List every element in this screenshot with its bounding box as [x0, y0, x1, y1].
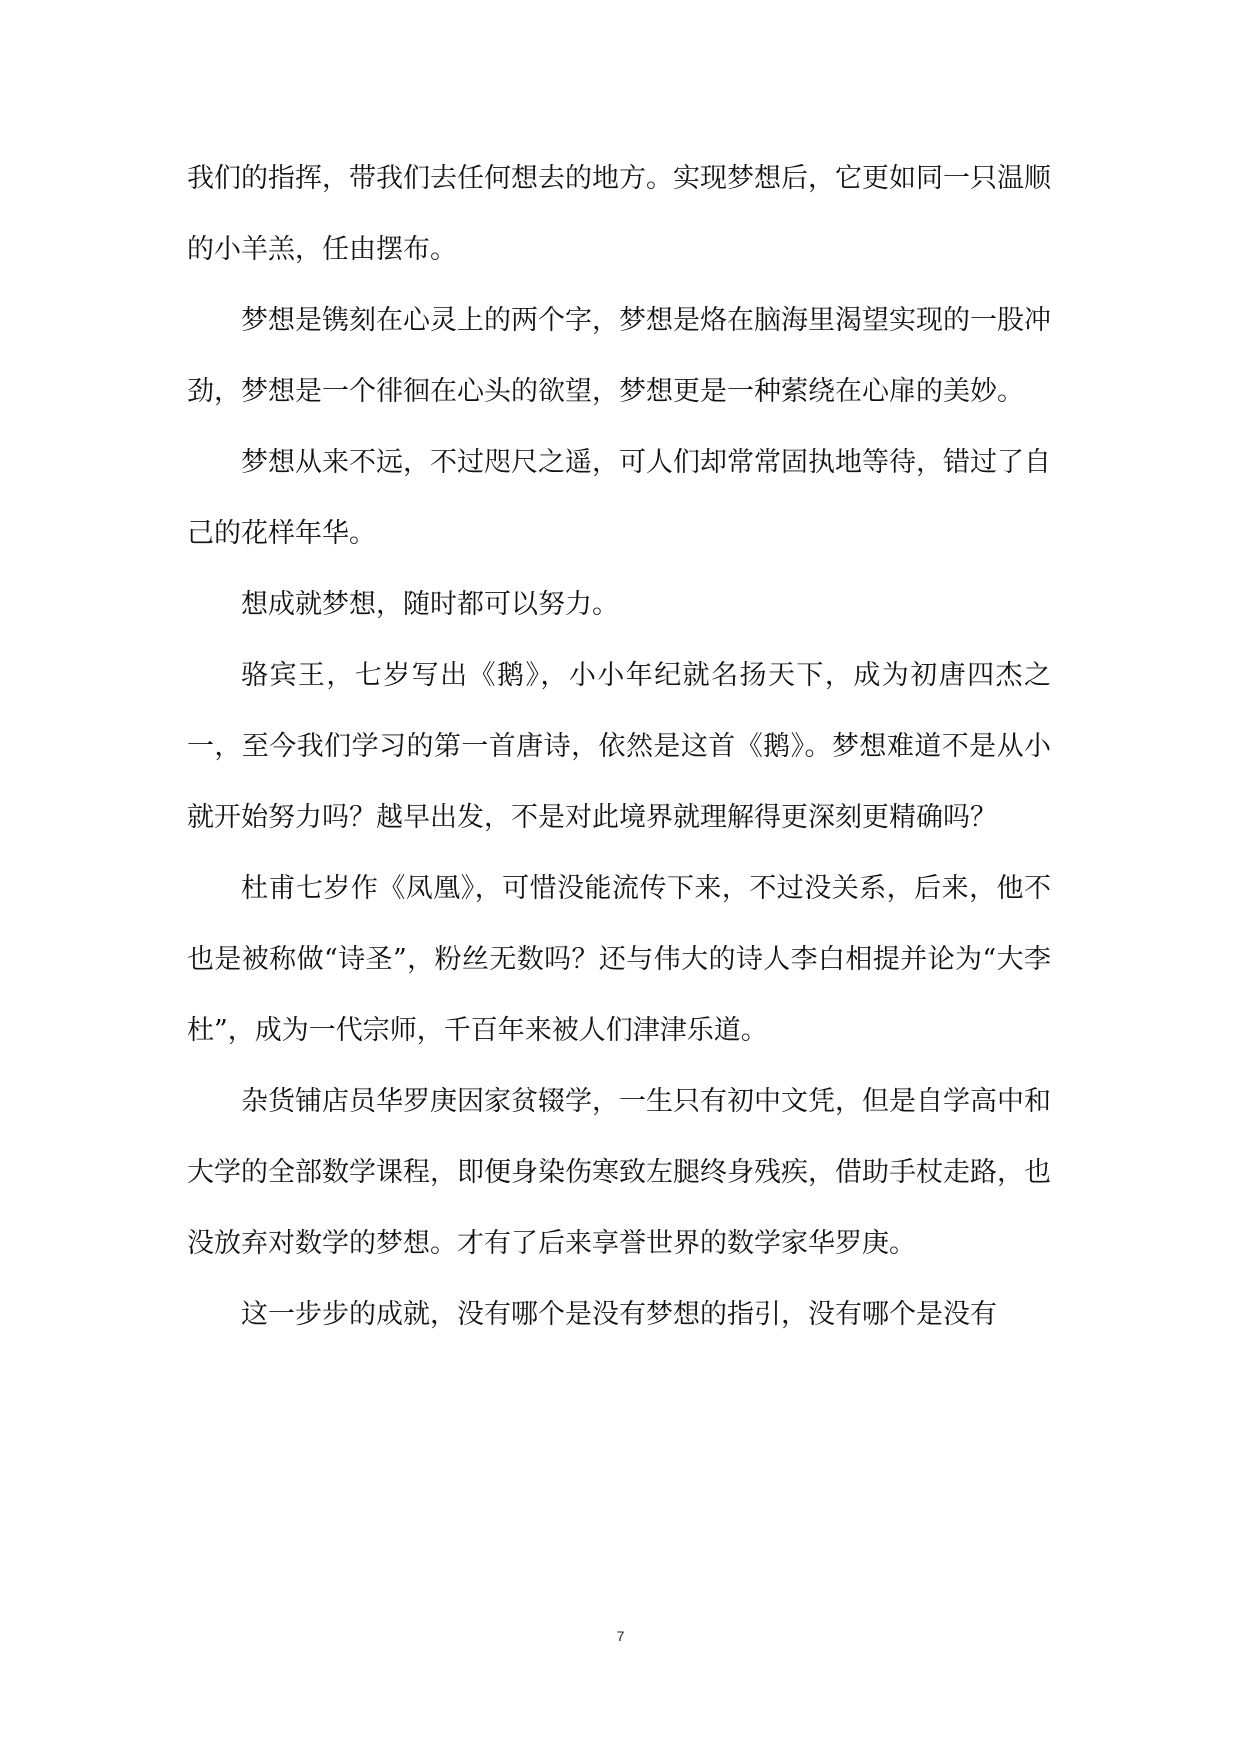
- page-number: 7: [616, 1628, 625, 1644]
- paragraph: 杂货铺店员华罗庚因家贫辍学，一生只有初中文凭，但是自学高中和大学的全部数学课程，即便身染伤寒致左腿终身残疾，借助手杖走路，也没放弃对数学的梦想。才有了后来享誉世界的数学家华罗庚。: [187, 1086, 1051, 1259]
- paragraph: 这一步步的成就，没有哪个是没有梦想的指引，没有哪个是没有: [241, 1299, 997, 1330]
- paragraph-continuation: 我们的指挥，带我们去任何想去的地方。实现梦想后，它更如同一只温顺的小羊羔，任由摆布。: [187, 163, 1051, 265]
- paragraph: 梦想是镌刻在心灵上的两个字，梦想是烙在脑海里渴望实现的一股冲劲，梦想是一个徘徊在心头的欲望，梦想更是一种萦绕在心扉的美妙。: [187, 305, 1051, 407]
- paragraph: 梦想从来不远，不过咫尺之遥，可人们却常常固执地等待，错过了自己的花样年华。: [187, 447, 1051, 549]
- paragraph: 杜甫七岁作《凤凰》，可惜没能流传下来，不过没关系，后来，他不也是被称做“诗圣”，粉丝无数吗？还与伟大的诗人李白相提并论为“大李杜”，成为一代宗师，千百年来被人们津津乐道。: [187, 873, 1051, 1046]
- body-text: [187, 143, 1051, 1350]
- paragraph: 想成就梦想，随时都可以努力。: [241, 589, 619, 620]
- paragraph: 骆宾王，七岁写出《鹅》，小小年纪就名扬天下，成为初唐四杰之一，至今我们学习的第一首唐诗，依然是这首《鹅》。梦想难道不是从小就开始努力吗？越早出发，不是对此境界就理解得更深刻更精确吗？: [187, 660, 1051, 833]
